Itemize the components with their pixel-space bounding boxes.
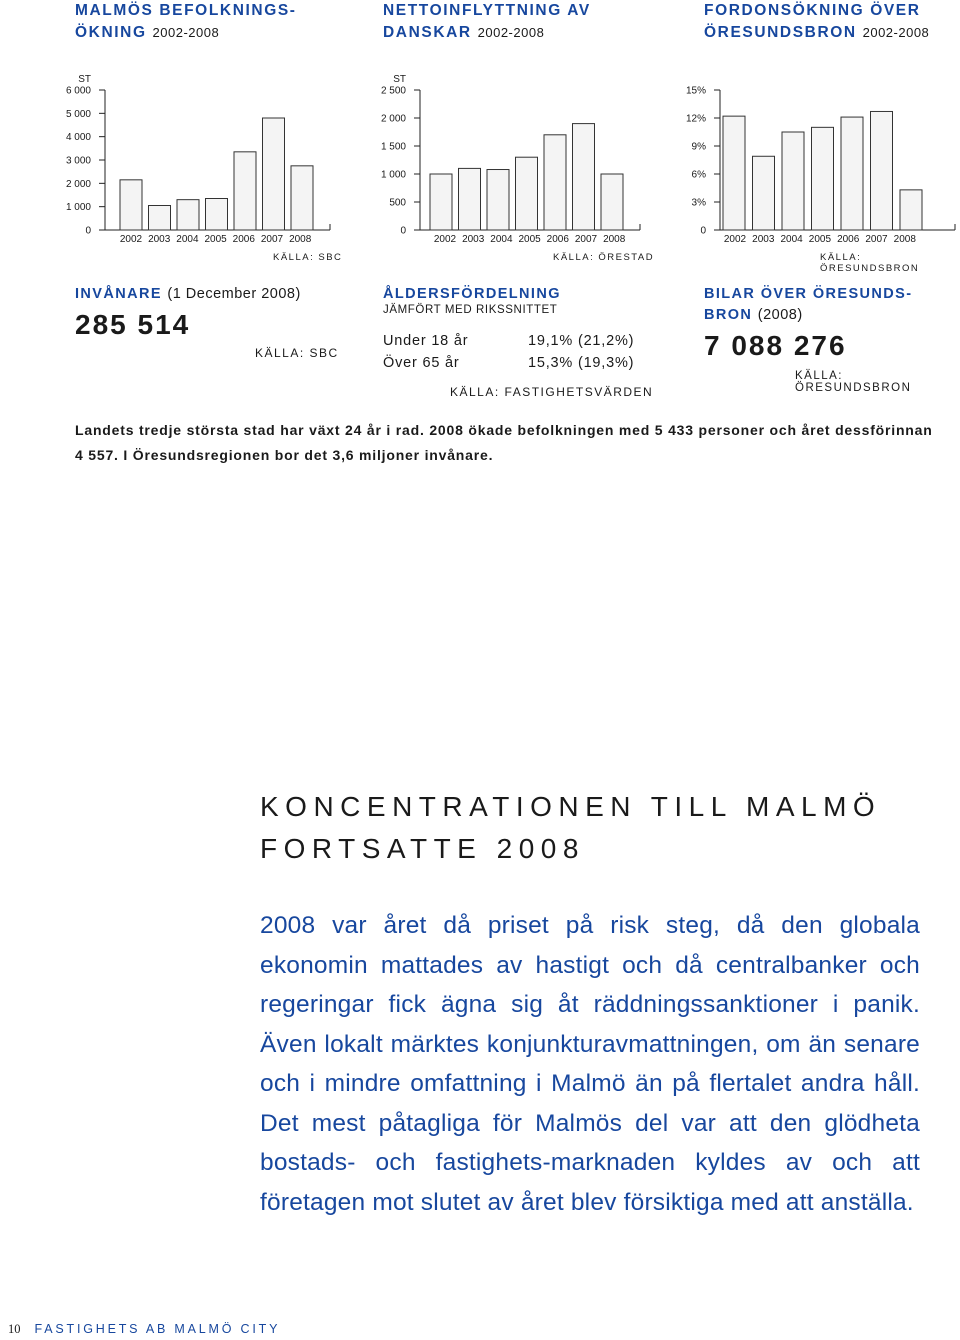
chart-title [704, 0, 960, 44]
x-tick-label: 2006 [232, 234, 255, 245]
y-tick-label: 0 [700, 225, 706, 237]
column-bridge [704, 0, 960, 44]
chart-source: KÄLLA: ÖRESTAD [553, 252, 655, 263]
bar [177, 200, 199, 230]
chart-title-line1: NETTOINFLYTTNING AV [383, 2, 591, 19]
stat-title [704, 284, 954, 326]
y-axis-label: ST [78, 74, 91, 85]
y-tick-label: 12% [685, 113, 706, 125]
column-population [75, 0, 375, 44]
bar [291, 166, 313, 230]
y-tick-label: 15% [685, 85, 706, 97]
chart-source: KÄLLA: SBC [273, 252, 343, 263]
bar [812, 127, 834, 230]
x-tick-label: 2003 [462, 234, 485, 245]
x-tick-label: 2005 [808, 234, 832, 245]
heading-line1: KONCENTRATIONEN TILL MALMÖ [260, 791, 882, 822]
stat-source: KÄLLA: FASTIGHETSVÄRDEN [450, 385, 654, 399]
bar [234, 152, 256, 230]
y-tick-label: 9% [691, 141, 706, 153]
bar [544, 135, 566, 230]
age-value: 19,1% (21,2%) [528, 333, 635, 349]
bar [206, 199, 228, 231]
y-tick-label: 4 000 [65, 132, 91, 144]
bar [601, 174, 623, 230]
chart-title-line2: ÖRESUNDSBRON [704, 24, 857, 41]
age-row [383, 352, 653, 374]
bar [459, 168, 481, 230]
stat-age [383, 284, 653, 374]
x-tick-label: 2004 [176, 234, 199, 245]
age-label: Över 65 år [383, 355, 460, 371]
x-tick-label: 2005 [204, 234, 227, 245]
y-tick-label: 3% [691, 197, 706, 209]
x-tick-label: 2008 [603, 234, 626, 245]
x-tick-label: 2002 [433, 234, 457, 245]
page-footer [8, 1322, 280, 1337]
chart-title [75, 0, 375, 44]
bridge-chart [670, 70, 958, 270]
y-tick-label: 500 [389, 197, 406, 209]
x-tick-label: 2004 [780, 234, 803, 245]
y-axis-label: ST [393, 74, 406, 85]
bar [753, 156, 775, 230]
danes-chart [355, 70, 655, 270]
x-tick-label: 2006 [837, 234, 860, 245]
x-tick-label: 2007 [260, 234, 284, 245]
x-tick-label: 2003 [148, 234, 171, 245]
age-table [383, 330, 653, 374]
heading-line2: FORTSATTE 2008 [260, 833, 585, 864]
y-tick-label: 1 500 [380, 141, 406, 153]
y-tick-label: 2 000 [65, 178, 91, 190]
bar [430, 174, 452, 230]
x-tick-label: 2004 [490, 234, 513, 245]
stat-title-text: INVÅNARE [75, 286, 162, 302]
chart-source: KÄLLA: ÖRESUNDSBRON [820, 252, 920, 274]
age-value: 15,3% (19,3%) [528, 355, 635, 371]
bar [900, 190, 922, 230]
bar [573, 124, 595, 230]
stat-title-text: BILAR ÖVER ÖRESUNDS- [704, 286, 913, 302]
bar [120, 180, 142, 230]
stat-note: (2008) [757, 307, 803, 323]
bar [782, 132, 804, 230]
stat-source: KÄLLA: SBC [255, 346, 339, 360]
chart-years: 2002-2008 [152, 25, 220, 40]
y-tick-label: 0 [400, 225, 406, 237]
y-tick-label: 1 000 [65, 202, 91, 214]
page-number: 10 [8, 1322, 21, 1336]
bar [149, 206, 171, 231]
chart-title-line1: FORDONSÖKNING ÖVER [704, 2, 921, 19]
bar [487, 170, 509, 230]
bar [871, 111, 893, 230]
y-tick-label: 2 000 [380, 113, 406, 125]
stat-title: ÅLDERSFÖRDELNING [383, 286, 561, 302]
y-tick-label: 6 000 [65, 85, 91, 97]
age-label: Under 18 år [383, 333, 469, 349]
x-tick-label: 2008 [289, 234, 312, 245]
company-name: FASTIGHETS AB MALMÖ CITY [34, 1322, 281, 1336]
y-tick-label: 3 000 [65, 155, 91, 167]
stat-title-text2: BRON [704, 307, 753, 323]
stat-title [75, 284, 301, 305]
y-tick-label: 6% [691, 169, 706, 181]
chart-title-line2: ÖKNING [75, 24, 147, 41]
chart-years: 2002-2008 [862, 25, 930, 40]
x-tick-label: 2007 [865, 234, 888, 245]
chart-years: 2002-2008 [477, 25, 545, 40]
stat-cars [704, 284, 954, 362]
stat-source: KÄLLA: ÖRESUNDSBRON [795, 370, 912, 394]
x-tick-label: 2006 [546, 234, 569, 245]
x-tick-label: 2008 [893, 234, 916, 245]
intro-paragraph: Landets tredje största stad har växt 24 år i rad. 2008 ökade befolkningen med 5 433 personer och året dessförinnan 4 557. I Öresundsregionen bor det 3,6 miljoner invånare. [75, 422, 933, 463]
body-paragraph: 2008 var året då priset på risk steg, då den globala ekonomin mattades av hastigt och då centralbanker och regeringar fick ägna sig åt räddningssanktioner i panik. Även lokalt märktes konjunkturavmattningen, om än senare och i mindre omfattning i Malmö än på flertalet andra håll. Det mest påtagliga för Malmös del var att den glödheta bostads- och fastighets-marknaden kyldes av och att företagen mot slutet av året blev försiktiga med att anställa. [260, 912, 920, 1216]
stat-subtitle: JÄMFÖRT MED RIKSSNITTET [383, 304, 558, 316]
stat-population [75, 284, 301, 341]
stat-value: 285 514 [75, 309, 191, 340]
bar [263, 118, 285, 230]
x-tick-label: 2007 [574, 234, 598, 245]
stat-value: 7 088 276 [704, 330, 847, 361]
x-tick-label: 2003 [752, 234, 775, 245]
chart-title [383, 0, 683, 44]
chart-title-line1: MALMÖS BEFOLKNINGS- [75, 2, 297, 19]
y-tick-label: 5 000 [65, 108, 91, 120]
bar [723, 116, 745, 230]
y-tick-label: 0 [85, 225, 91, 237]
x-tick-label: 2005 [518, 234, 541, 245]
bar [841, 117, 863, 230]
y-tick-label: 2 500 [380, 85, 406, 97]
bar [516, 157, 538, 230]
population-chart [40, 70, 343, 270]
chart-title-line2: DANSKAR [383, 24, 472, 41]
x-tick-label: 2002 [723, 234, 747, 245]
section-heading [260, 786, 881, 870]
column-danes [383, 0, 683, 44]
stat-note: (1 December 2008) [167, 286, 301, 302]
age-row [383, 330, 653, 352]
x-tick-label: 2002 [119, 234, 143, 245]
y-tick-label: 1 000 [380, 169, 406, 181]
